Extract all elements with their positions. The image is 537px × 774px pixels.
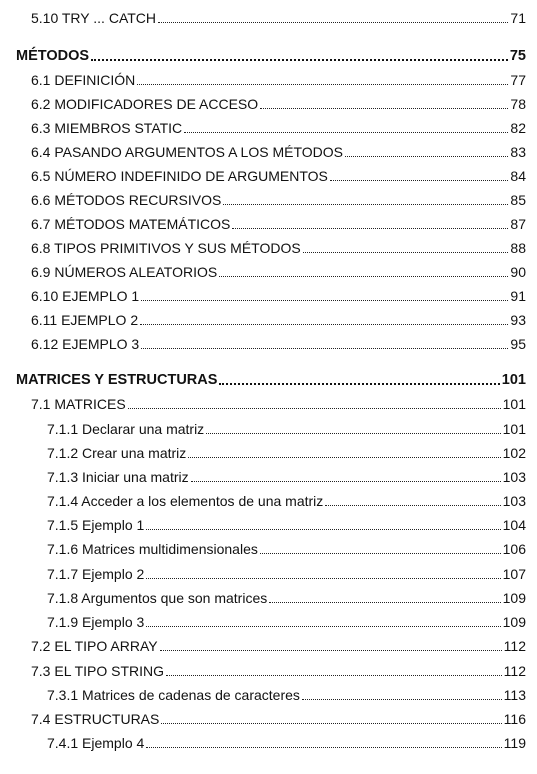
toc-entry[interactable] <box>31 308 526 328</box>
toc-entry[interactable] <box>31 164 526 184</box>
dot-leader <box>128 408 501 409</box>
toc-entry-title: 6.9 NÚMEROS ALEATORIOS <box>31 264 218 280</box>
toc-subentry-page: 106 <box>502 541 526 557</box>
dot-leader <box>146 578 500 579</box>
toc-entry[interactable] <box>31 332 526 352</box>
toc-chapter[interactable] <box>16 44 526 64</box>
toc-entry[interactable] <box>31 634 526 654</box>
dot-leader <box>166 675 502 676</box>
toc-subentry-page: 109 <box>502 590 526 606</box>
toc-entry[interactable] <box>31 92 526 112</box>
toc-entry-page: 71 <box>510 10 526 26</box>
toc-subentry[interactable] <box>47 562 526 582</box>
dot-leader <box>146 529 500 530</box>
dot-leader <box>141 300 508 301</box>
toc-entry-page: 90 <box>510 264 526 280</box>
toc-entry-title: 7.2 EL TIPO ARRAY <box>31 638 158 654</box>
toc-subentry[interactable] <box>47 441 526 461</box>
toc-chapter-title: MATRICES Y ESTRUCTURAS <box>16 372 218 388</box>
toc-entry-page: 88 <box>510 240 526 256</box>
toc-entry[interactable] <box>31 6 526 26</box>
toc-subentry[interactable] <box>47 731 526 751</box>
toc-entry-page: 77 <box>510 72 526 88</box>
toc-entry[interactable] <box>31 68 526 88</box>
toc-entry-title: 6.8 TIPOS PRIMITIVOS Y SUS MÉTODOS <box>31 240 301 256</box>
toc-subentry[interactable] <box>47 537 526 557</box>
dot-leader <box>141 348 508 349</box>
toc-entry[interactable] <box>31 116 526 136</box>
toc-entry-title: 6.4 PASANDO ARGUMENTOS A LOS MÉTODOS <box>31 144 343 160</box>
dot-leader <box>260 108 508 109</box>
dot-leader <box>302 699 502 700</box>
toc-entry[interactable] <box>31 236 526 256</box>
toc-entry[interactable] <box>31 659 526 679</box>
toc-entry-page: 78 <box>510 96 526 112</box>
toc-subentry-title: 7.1.5 Ejemplo 1 <box>47 517 145 533</box>
toc-entry[interactable] <box>31 188 526 208</box>
toc-entry-title: 7.1 MATRICES <box>31 396 126 412</box>
toc-subentry-page: 109 <box>502 614 526 630</box>
dot-leader <box>219 276 508 277</box>
toc-subentry-page: 104 <box>502 517 526 533</box>
toc-subentry-page: 103 <box>502 493 526 509</box>
toc-subentry-page: 107 <box>502 566 526 582</box>
dot-leader <box>345 156 508 157</box>
toc-subentry[interactable] <box>47 683 526 703</box>
toc-subentry-title: 7.1.9 Ejemplo 3 <box>47 614 145 630</box>
toc-chapter-title: MÉTODOS <box>16 48 90 64</box>
toc-entry-title: 6.5 NÚMERO INDEFINIDO DE ARGUMENTOS <box>31 168 328 184</box>
dot-leader <box>269 602 500 603</box>
dot-leader <box>137 84 508 85</box>
toc-chapter-page: 101 <box>501 372 526 388</box>
toc-subentry-title: 7.1.4 Acceder a los elementos de una matriz <box>47 493 324 509</box>
dot-leader <box>161 723 501 724</box>
toc-entry[interactable] <box>31 140 526 160</box>
toc-entry-page: 84 <box>510 168 526 184</box>
toc-subentry[interactable] <box>47 417 526 437</box>
toc-entry-title: 7.4 ESTRUCTURAS <box>31 711 160 727</box>
toc-subentry-title: 7.1.3 Iniciar una matriz <box>47 469 189 485</box>
toc-entry[interactable] <box>31 260 526 280</box>
toc-subentry-title: 7.1.1 Declarar una matriz <box>47 421 205 437</box>
toc-subentry[interactable] <box>47 610 526 630</box>
toc-subentry[interactable] <box>47 586 526 606</box>
dot-leader <box>191 481 501 482</box>
dot-leader <box>206 433 500 434</box>
toc-entry-page: 91 <box>510 288 526 304</box>
toc-entry-title: 6.3 MIEMBROS STATIC <box>31 120 183 136</box>
toc-subentry-title: 7.1.8 Argumentos que son matrices <box>47 590 268 606</box>
toc-subentry-title: 7.3.1 Matrices de cadenas de caracteres <box>47 687 300 703</box>
dot-leader <box>232 228 508 229</box>
toc-subentry-page: 101 <box>502 421 526 437</box>
toc-entry[interactable] <box>31 707 526 727</box>
toc-subentry-page: 102 <box>502 445 526 461</box>
toc-subentry[interactable] <box>47 489 526 509</box>
dot-leader <box>223 204 508 205</box>
toc-subentry[interactable] <box>47 513 526 533</box>
dot-leader <box>140 324 508 325</box>
dot-leader <box>219 383 499 385</box>
toc-entry-title: 6.2 MODIFICADORES DE ACCESO <box>31 96 259 112</box>
toc-entry[interactable] <box>31 392 526 412</box>
toc-entry-title: 6.12 EJEMPLO 3 <box>31 336 140 352</box>
toc-entry-page: 85 <box>510 192 526 208</box>
dot-leader <box>146 747 501 748</box>
toc-subentry-title: 7.1.6 Matrices multidimensionales <box>47 541 258 557</box>
toc-entry-page: 112 <box>503 663 526 679</box>
toc-chapter[interactable] <box>16 368 526 388</box>
toc-entry-title: 6.6 MÉTODOS RECURSIVOS <box>31 192 222 208</box>
toc-entry-page: 93 <box>510 312 526 328</box>
toc-entry-title: 6.10 EJEMPLO 1 <box>31 288 140 304</box>
dot-leader <box>325 505 500 506</box>
toc-entry-title: 7.3 EL TIPO STRING <box>31 663 165 679</box>
toc-entry-title: 5.10 TRY ... CATCH <box>31 10 157 26</box>
toc-entry-page: 101 <box>502 396 526 412</box>
toc-entry-title: 6.1 DEFINICIÓN <box>31 72 136 88</box>
toc-entry-page: 95 <box>510 336 526 352</box>
dot-leader <box>91 59 508 61</box>
toc-entry[interactable] <box>31 284 526 304</box>
dot-leader <box>184 132 508 133</box>
toc-entry-title: 6.11 EJEMPLO 2 <box>31 312 139 328</box>
toc-entry-page: 116 <box>503 711 526 727</box>
toc-entry-page: 87 <box>510 216 526 232</box>
toc-subentry[interactable] <box>47 465 526 485</box>
toc-subentry-title: 7.4.1 Ejemplo 4 <box>47 735 145 751</box>
toc-entry-page: 112 <box>503 638 526 654</box>
toc-entry[interactable] <box>31 212 526 232</box>
dot-leader <box>260 553 501 554</box>
toc-entry-page: 82 <box>510 120 526 136</box>
toc-subentry-title: 7.1.2 Crear una matriz <box>47 445 187 461</box>
dot-leader <box>330 180 509 181</box>
toc-subentry-title: 7.1.7 Ejemplo 2 <box>47 566 145 582</box>
toc-subentry-page: 113 <box>503 687 526 703</box>
dot-leader <box>158 22 508 23</box>
dot-leader <box>188 457 500 458</box>
toc-entry-title: 6.7 MÉTODOS MATEMÁTICOS <box>31 216 231 232</box>
toc-chapter-page: 75 <box>509 48 526 64</box>
toc-entry-page: 83 <box>510 144 526 160</box>
toc-subentry-page: 103 <box>502 469 526 485</box>
dot-leader <box>146 626 500 627</box>
dot-leader <box>303 252 509 253</box>
toc-subentry-page: 119 <box>503 735 526 751</box>
dot-leader <box>160 650 502 651</box>
